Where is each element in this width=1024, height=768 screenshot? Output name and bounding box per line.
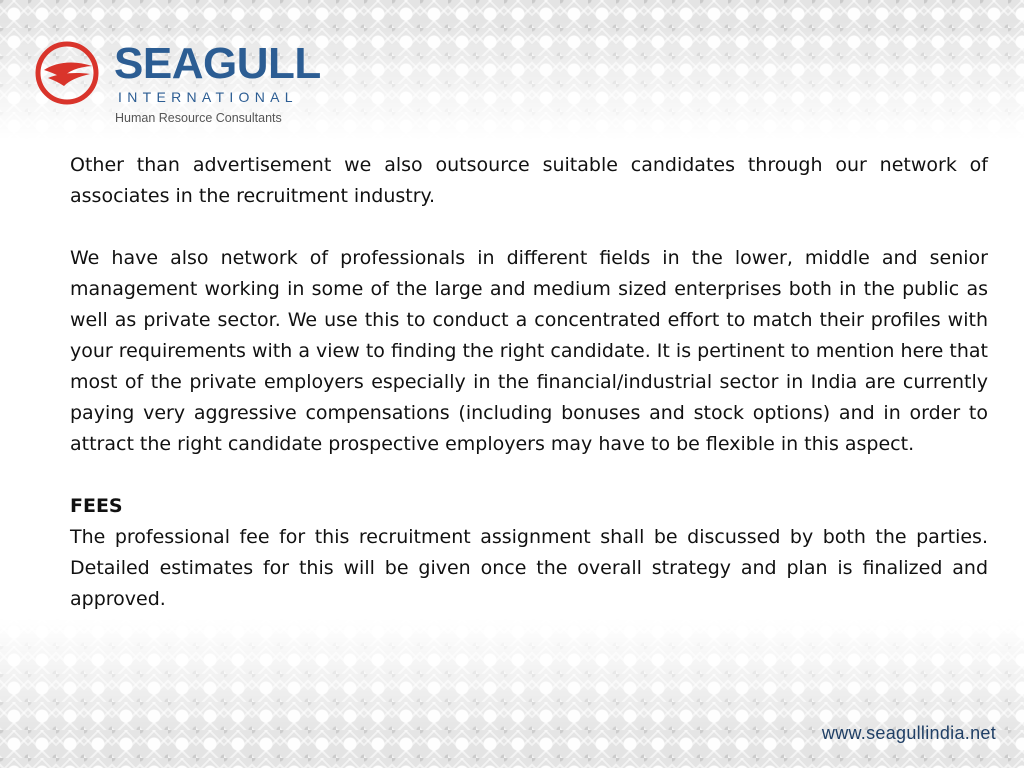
paragraph-network: We have also network of professionals in different fields in the lower, middle and senior management working in some of the large and medium sized enterprises both in the public as well as private sector. We use this to conduct a concentrated effort to match their profiles with your requirements with a view to finding the right candidate. It is pertinent to mention here that most of the private employers especially in the financial/industrial sector in India are currently paying very aggressive compensations (including bonuses and stock options) and in order to attract the right candidate prospective employers may have to be flexible in this aspect.	[70, 247, 988, 455]
paragraph-fees: The professional fee for this recruitment assignment shall be discussed by both the parties. Detailed estimates for this will be given once the overall strategy and plan is finalized and approved.	[70, 526, 988, 610]
paragraph-gap	[70, 212, 988, 243]
seagull-swoosh-icon	[34, 40, 100, 106]
background-pattern-bottom	[0, 618, 1024, 768]
logo-wordmark: SEAGULL	[114, 39, 321, 88]
fees-heading: FEES	[70, 495, 123, 517]
logo-tagline: Human Resource Consultants	[115, 111, 282, 125]
paragraph-gap	[70, 460, 988, 491]
company-logo	[34, 38, 324, 128]
slide-body	[70, 150, 988, 615]
logo-subtitle: INTERNATIONAL	[118, 89, 298, 105]
paragraph-outsourcing: Other than advertisement we also outsource suitable candidates through our network of associates in the recruitment industry.	[70, 154, 988, 207]
website-url: www.seagullindia.net	[821, 723, 996, 743]
